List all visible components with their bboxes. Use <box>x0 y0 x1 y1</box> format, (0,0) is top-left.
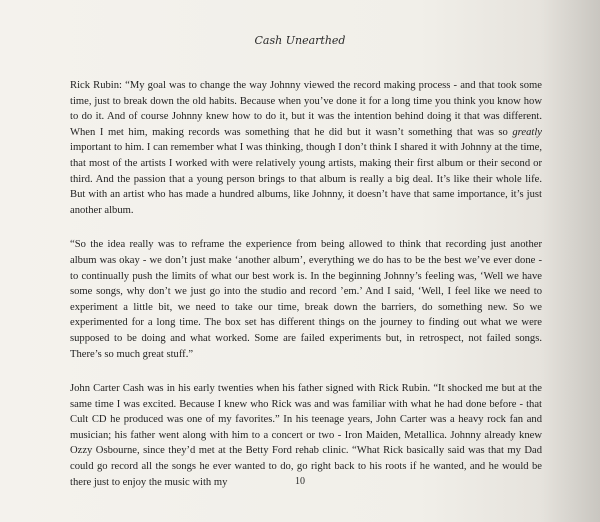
paragraph-3: John Carter Cash was in his early twenties when his father signed with Rick Rubin. “It shocked me but at the same time I was excited. Because I knew who Rick was and was familiar with what he had done before - that Cult CD he produced was one of my favorites.” In his teenage years, John Carter was a heavy rock fan and musician; his father went along with him to a concert or two - Iron Maiden, Metallica. Johnny already knew Ozzy Osbourne, since they’d met at the Betty Ford rehab clinic. “What Rick basically said was that my Dad could go record all the songs he ever wanted to do, go right back to his roots if he wanted, and he would be there just to enjoy the music with my <box>70 383 542 488</box>
paragraph-2: “So the idea really was to reframe the experience from being allowed to think that recording just another album was okay - we don’t just make ‘another album’, everything we do has to be the best we’ve ever done - to continually push the limits of what our best work is. In the beginning Johnny’s feeling was, ‘Well we have some songs, why don’t we just go into the studio and record ’em.’ And I said, ‘Well, I feel like we need to experiment a little bit, we need to take our time, break down the barriers, do something new. So we experimented for a long time. The box set has different things on the journey to finding out what we were supposed to be doing and what worked. Some are failed experiments but, in retrospect, not failed songs. There’s so much great stuff.” <box>70 239 542 360</box>
paragraph-1-text-b: important to him. I can remember what I was thinking, though I don’t think I shared it with Johnny at the time, that most of the artists I worked with were relatively young artists, making their first album or their second or third. And the passion that a young person brings to that album is really a big deal. It’s like their whole life. But with an artist who has made a hundred albums, like Johnny, it doesn’t have that same importance, it’s just another album. <box>70 142 542 216</box>
paragraph-1-emphasis: greatly <box>512 126 542 138</box>
page-body <box>70 78 542 509</box>
page-number: 10 <box>295 476 305 487</box>
paragraph-1 <box>70 78 542 218</box>
running-header: Cash Unearthed <box>254 34 346 47</box>
paragraph-1-text-a: Rick Rubin: “My goal was to change the way Johnny viewed the record making process - and that took some time, just to break down the old habits. Because when you’ve done it for a long time you think you know how to do it. And of course Johnny knew how to do it, but it was the intention behind doing it that was different. When I met him, making records was something that he did but it wasn’t something that was so <box>70 80 542 138</box>
